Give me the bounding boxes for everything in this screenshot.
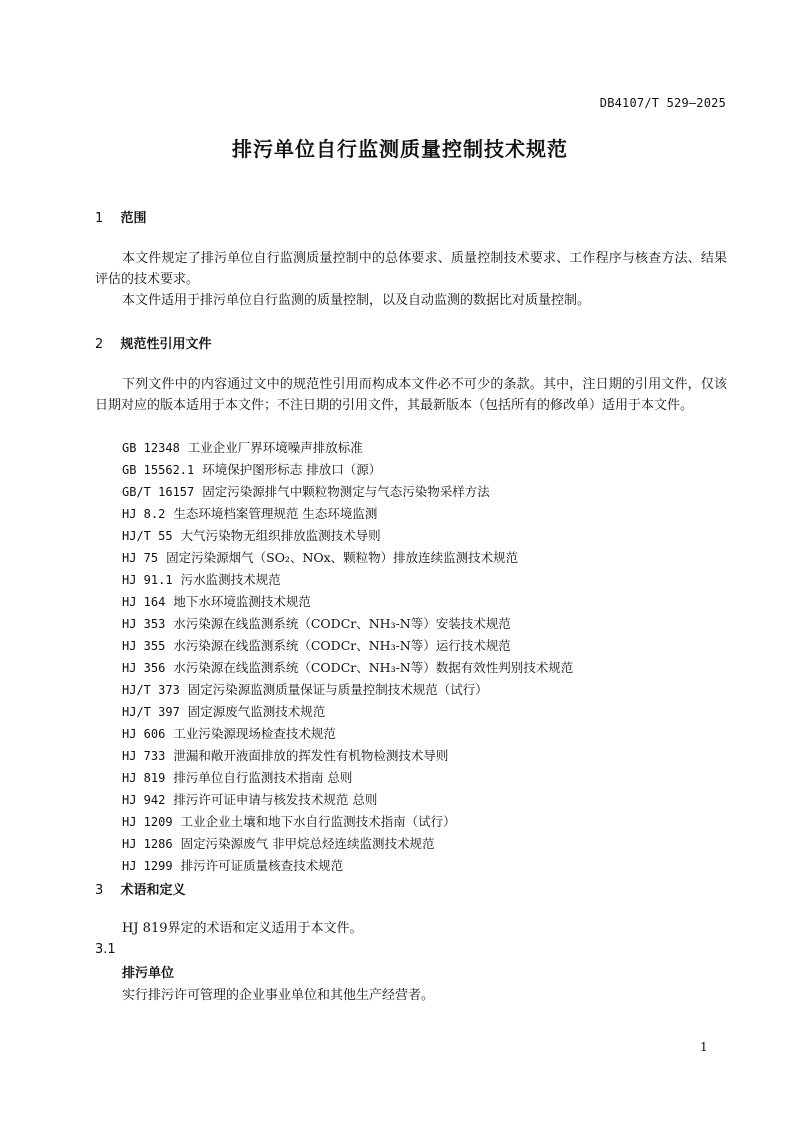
reference-title: 生态环境档案管理规范 生态环境监测 <box>173 506 378 521</box>
reference-code: HJ 353 <box>122 617 166 631</box>
reference-title: 排污单位自行监测技术指南 总则 <box>173 770 353 785</box>
term-name: 排污单位 <box>122 966 175 981</box>
reference-item <box>122 525 573 547</box>
reference-code: HJ 355 <box>122 639 166 653</box>
section-number: 3 <box>95 883 104 898</box>
section-title: 规范性引用文件 <box>120 337 212 352</box>
references-intro: 下列文件中的内容通过文中的规范性引用而构成本文件必不可少的条款。其中，注日期的引用文件，仅该日期对应的版本适用于本文件；不注日期的引用文件，其最新版本（包括所有的修改单）适用于本文件。 <box>95 377 727 413</box>
reference-code: HJ 356 <box>122 661 166 675</box>
reference-code: HJ 164 <box>122 595 166 609</box>
reference-code: HJ 606 <box>122 727 166 741</box>
reference-code: HJ 1286 <box>122 837 173 851</box>
reference-item <box>122 723 573 745</box>
reference-title: 水污染源在线监测系统（CODCr、NH₃-N等）安装技术规范 <box>173 616 511 631</box>
reference-code: HJ 942 <box>122 793 166 807</box>
reference-code: HJ/T 55 <box>122 529 173 543</box>
section-title: 范围 <box>120 211 147 226</box>
reference-title: 工业污染源现场检查技术规范 <box>173 726 336 741</box>
reference-list <box>122 437 573 877</box>
reference-item <box>122 481 573 503</box>
reference-title: 固定源废气监测技术规范 <box>187 704 326 719</box>
reference-code: GB/T 16157 <box>122 485 195 499</box>
reference-title: 地下水环境监测技术规范 <box>173 594 311 609</box>
reference-title: 大气污染物无组织排放监测技术导则 <box>180 528 381 543</box>
reference-title: 排污许可证质量核查技术规范 <box>180 858 344 873</box>
reference-code: HJ 819 <box>122 771 166 785</box>
scope-paragraph-2: 本文件适用于排污单位自行监测的质量控制，以及自动监测的数据比对质量控制。 <box>122 293 591 308</box>
document-title: 排污单位自行监测质量控制技术规范 <box>232 137 568 161</box>
section-number: 2 <box>95 337 104 352</box>
reference-item <box>122 459 573 481</box>
term-number: 3.1 <box>95 942 116 957</box>
reference-item <box>122 855 573 877</box>
reference-item <box>122 789 573 811</box>
reference-title: 固定污染源废气 非甲烷总烃连续监测技术规范 <box>180 836 435 851</box>
reference-title: 泄漏和敞开液面排放的挥发性有机物检测技术导则 <box>173 748 449 763</box>
section-title: 术语和定义 <box>120 883 186 898</box>
reference-title: 排污许可证申请与核发技术规范 总则 <box>173 792 378 807</box>
page-number: 1 <box>700 1040 708 1054</box>
terms-intro: HJ 819界定的术语和定义适用于本文件。 <box>122 921 363 936</box>
reference-code: HJ 733 <box>122 749 166 763</box>
reference-item <box>122 503 573 525</box>
reference-item <box>122 745 573 767</box>
reference-item <box>122 657 573 679</box>
reference-item <box>122 679 573 701</box>
reference-code: HJ/T 397 <box>122 705 180 719</box>
reference-item <box>122 591 573 613</box>
reference-code: HJ 91.1 <box>122 573 173 587</box>
reference-title: 工业企业厂界环境噪声排放标准 <box>187 440 363 455</box>
reference-title: 工业企业土壤和地下水自行监测技术指南（试行） <box>180 814 456 829</box>
reference-title: 固定污染源监测质量保证与质量控制技术规范（试行） <box>187 682 488 697</box>
reference-code: HJ 75 <box>122 551 159 565</box>
reference-item <box>122 811 573 833</box>
term-definition: 实行排污许可管理的企业事业单位和其他生产经营者。 <box>122 988 435 1003</box>
section-3-heading <box>95 879 186 898</box>
reference-item <box>122 701 573 723</box>
reference-title: 污水监测技术规范 <box>180 572 281 587</box>
reference-code: GB 15562.1 <box>122 463 195 477</box>
reference-item <box>122 767 573 789</box>
reference-item <box>122 547 573 569</box>
reference-code: HJ 1299 <box>122 859 173 873</box>
reference-code: GB 12348 <box>122 441 180 455</box>
reference-title: 水污染源在线监测系统（CODCr、NH₃-N等）运行技术规范 <box>173 638 511 653</box>
reference-code: HJ 8.2 <box>122 507 166 521</box>
reference-title: 固定污染源排气中颗粒物测定与气态污染物采样方法 <box>202 484 490 499</box>
reference-item <box>122 635 573 657</box>
reference-item <box>122 833 573 855</box>
reference-title: 环境保护图形标志 排放口（源） <box>202 462 382 477</box>
section-number: 1 <box>95 211 104 226</box>
section-1-heading <box>95 207 147 226</box>
reference-title: 固定污染源烟气（SO₂、NOx、颗粒物）排放连续监测技术规范 <box>166 550 519 565</box>
section-2-heading <box>95 333 212 352</box>
reference-title: 水污染源在线监测系统（CODCr、NH₃-N等）数据有效性判别技术规范 <box>173 660 574 675</box>
reference-item <box>122 437 573 459</box>
reference-item <box>122 613 573 635</box>
reference-code: HJ/T 373 <box>122 683 180 697</box>
document-code: DB4107/T 529—2025 <box>599 96 726 110</box>
reference-code: HJ 1209 <box>122 815 173 829</box>
reference-item <box>122 569 573 591</box>
scope-paragraph-1: 本文件规定了排污单位自行监测质量控制中的总体要求、质量控制技术要求、工作程序与核查方法、结果评估的技术要求。 <box>95 251 727 287</box>
